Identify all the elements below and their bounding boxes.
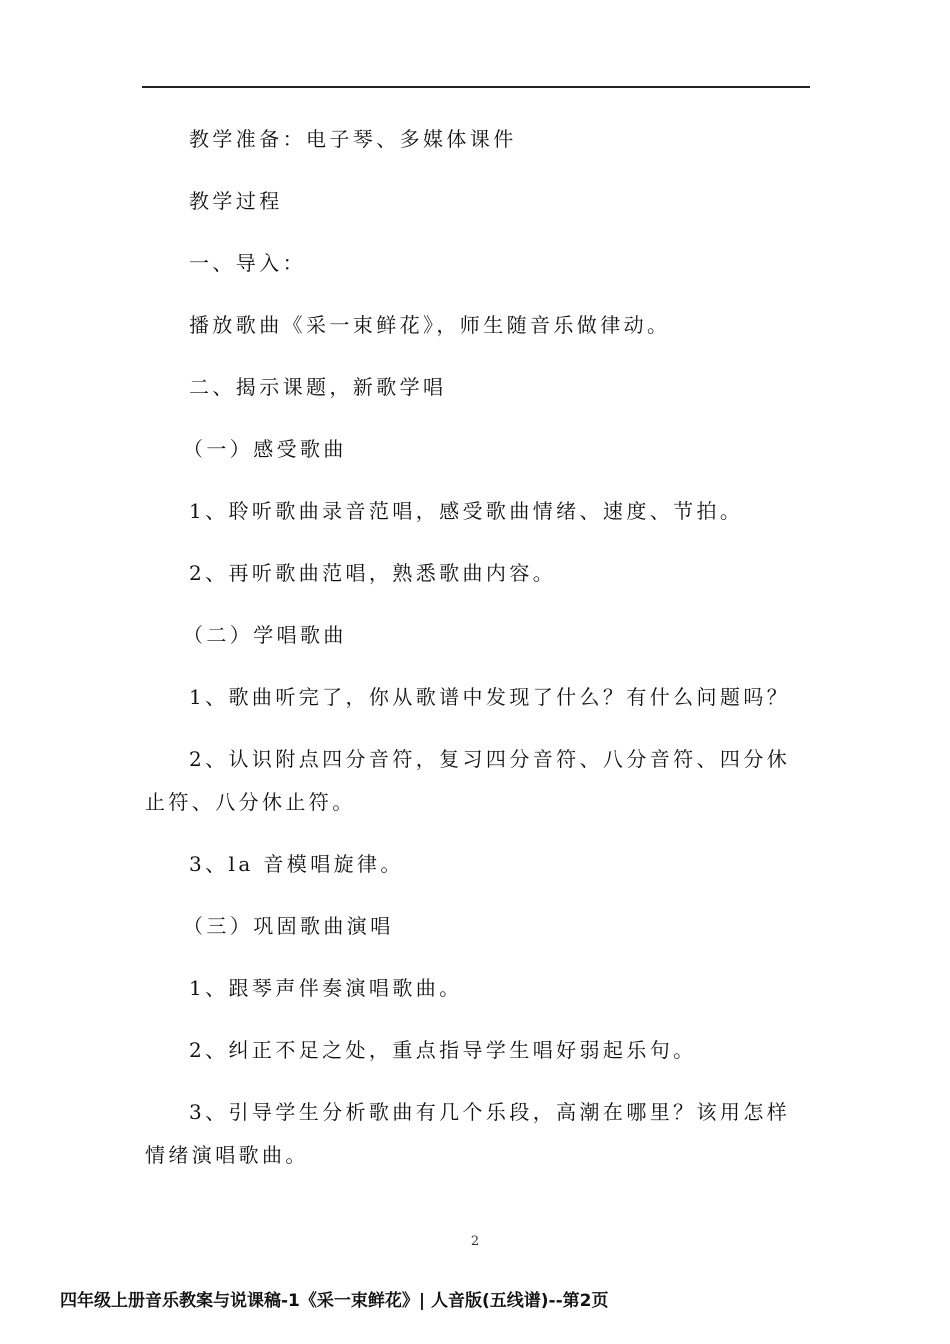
subsection-heading-feel-song: （一）感受歌曲 [183,437,347,461]
paragraph-teaching-process-heading: 教学过程 [189,189,283,213]
list-item: 2、再听歌曲范唱，熟悉歌曲内容。 [189,561,557,585]
document-body [145,118,813,1196]
section-heading-introduction: 一、导入： [189,251,306,275]
paragraph-teaching-preparation: 教学准备：电子琴、多媒体课件 [189,127,517,151]
footer-caption: 四年级上册音乐教案与说课稿-1《采一束鲜花》| 人音版(五线谱)--第2页 [60,1291,609,1311]
list-item: 2、认识附点四分音符，复习四分音符、八分音符、四分休止符、八分休止符。 [145,747,791,814]
subsection-heading-consolidate: （三）巩固歌曲演唱 [183,914,394,938]
list-item: 2、纠正不足之处，重点指导学生唱好弱起乐句。 [189,1038,697,1062]
list-item: 3、la 音模唱旋律。 [189,852,404,876]
page-number: 2 [470,1234,480,1249]
list-item: 1、跟琴声伴奏演唱歌曲。 [189,976,463,1000]
subsection-heading-learn-song: （二）学唱歌曲 [183,623,347,647]
list-item: 1、歌曲听完了，你从歌谱中发现了什么？有什么问题吗？ [189,685,791,709]
section-heading-new-song: 二、揭示课题，新歌学唱 [189,375,447,399]
header-rule [142,86,810,88]
list-item: 3、引导学生分析歌曲有几个乐段，高潮在哪里？该用怎样情绪演唱歌曲。 [145,1100,791,1167]
paragraph-play-song: 播放歌曲《采一束鲜花》，师生随音乐做律动。 [189,313,671,337]
list-item: 1、聆听歌曲录音范唱，感受歌曲情绪、速度、节拍。 [189,499,744,523]
